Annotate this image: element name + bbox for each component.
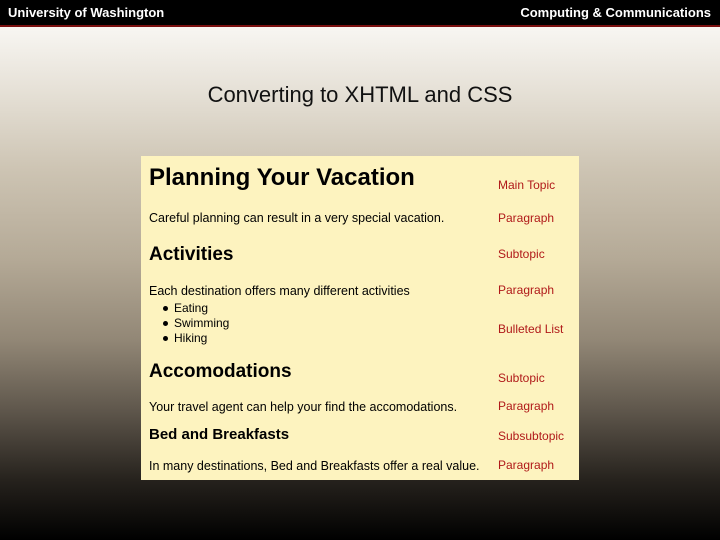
- paragraph-1: Careful planning can result in a very special vacation.: [149, 211, 445, 225]
- example-document-panel: [141, 156, 579, 480]
- department-name: Computing & Communications: [520, 5, 711, 20]
- paragraph-2-label: Paragraph: [498, 283, 555, 297]
- list-item: Eating: [161, 301, 229, 316]
- subtopic-activities-heading: Activities: [149, 244, 234, 265]
- paragraph-3: Your travel agent can help your find the accomodations.: [149, 400, 458, 414]
- subtopic-1-label: Subtopic: [498, 247, 545, 261]
- paragraph-1-label: Paragraph: [498, 211, 555, 225]
- bullet-icon: [163, 306, 168, 311]
- paragraph-4: In many destinations, Bed and Breakfasts offer a real value.: [149, 459, 480, 473]
- list-item: Swimming: [161, 316, 229, 331]
- subsubtopic-label: Subsubtopic: [498, 429, 565, 443]
- paragraph-4-label: Paragraph: [498, 458, 555, 472]
- subtopic-accomodations-heading: Accomodations: [149, 361, 292, 382]
- slide-title: Converting to XHTML and CSS: [207, 82, 513, 107]
- bullet-icon: [163, 336, 168, 341]
- paragraph-2: Each destination offers many different activities: [149, 284, 410, 298]
- main-topic-heading: Planning Your Vacation: [149, 164, 415, 191]
- bulleted-list-label: Bulleted List: [498, 322, 564, 336]
- paragraph-3-label: Paragraph: [498, 399, 555, 413]
- subsubtopic-heading: Bed and Breakfasts: [149, 426, 290, 443]
- main-topic-label: Main Topic: [498, 178, 556, 192]
- list-item: Hiking: [161, 331, 229, 346]
- organization-name: University of Washington: [8, 5, 165, 20]
- activities-bullet-list: [161, 301, 229, 346]
- header-bar: [0, 0, 720, 27]
- bullet-icon: [163, 321, 168, 326]
- subtopic-2-label: Subtopic: [498, 371, 545, 385]
